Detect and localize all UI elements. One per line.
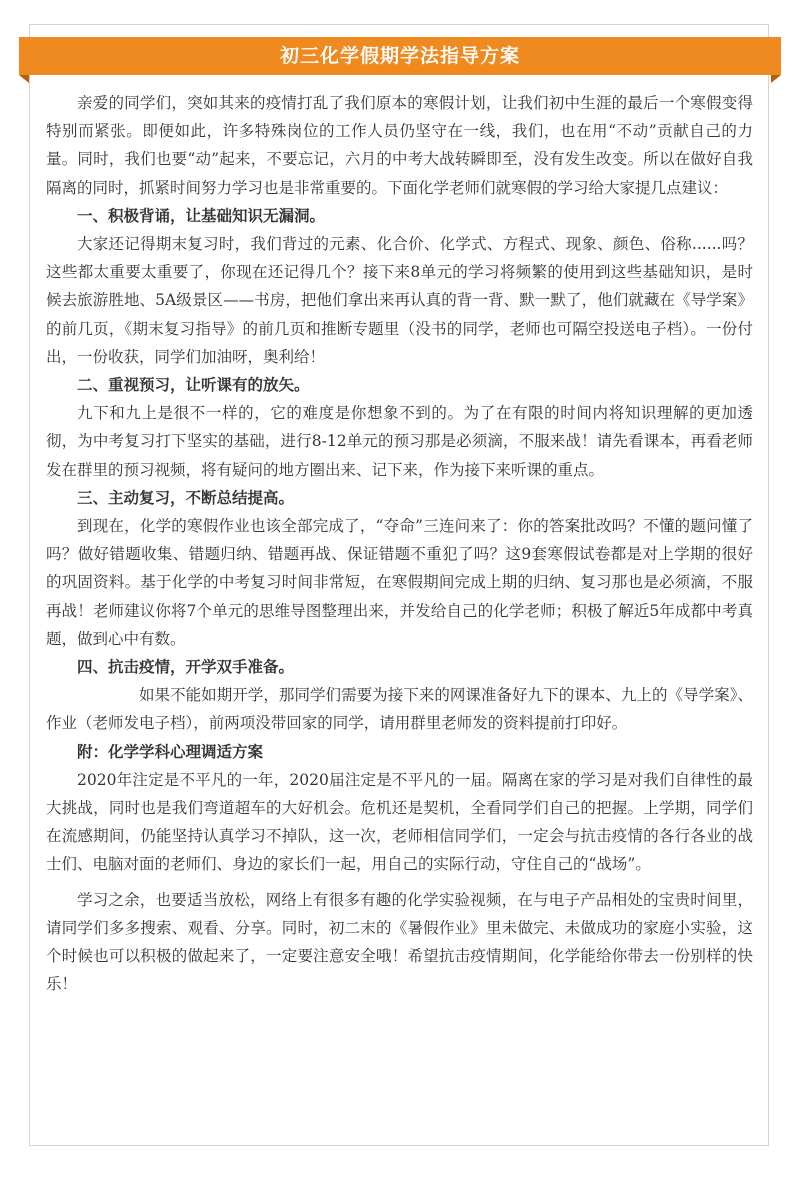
section-heading-4: 四、抗击疫情，开学双手准备。 [77,657,295,677]
section-paragraph-4: 如果不能如期开学，那同学们需要为接下来的网课准备好九下的课本、九上的《导学案》、作业（老师发电子档），前两项没带回家的同学，请用群里老师发的资料提前打印好。 [46,686,753,733]
section-paragraph-2: 九下和九上是很不一样的，它的难度是你想象不到的。为了在有限的时间内将知识理解的更加透彻，为中考复习打下坚实的基础，进行8-12单元的预习那是必须滴，不服来战！请先看课本，再看老师发在群里的预习视频，将有疑问的地方圈出来、记下来，作为接下来听课的重点。 [46,404,753,479]
banner-fold-right [771,75,781,83]
section-heading-1: 一、积极背诵，让基础知识无漏洞。 [77,205,326,225]
intro-paragraph: 亲爱的同学们，突如其来的疫情打乱了我们原本的寒假计划，让我们初中生涯的最后一个寒假变得特别而紧张。即便如此，许多特殊岗位的工作人员仍坚守在一线，我们，也在用“不动”贡献自己的力量。同时，我们也要“动”起来，不要忘记，六月的中考大战转瞬即至，没有发生改变。所以在做好自我隔离的同时，抓紧时间努力学习也是非常重要的。下面化学老师们就寒假的学习给大家提几点建议： [46,94,753,197]
appendix-heading: 附：化学学科心理调适方案 [77,741,264,761]
article-body [46,89,753,999]
section-paragraph-3: 到现在，化学的寒假作业也该全部完成了，“夺命”三连问来了：你的答案批改吗？不懂的题问懂了吗？做好错题收集、错题归纳、错题再战、保证错题不重犯了吗？这9套寒假试卷都是对上学期的很好的巩固资料。基于化学的中考复习时间非常短，在寒假期间完成上期的归纳、复习那也是必须滴，不服再战！老师建议你将7个单元的思维导图整理出来，并发给自己的化学老师；积极了解近5年成都中考真题，做到心中有数。 [46,517,753,648]
title-banner [19,37,781,75]
section-heading-2: 二、重视预习，让听课有的放矢。 [77,375,310,395]
section-paragraph-1: 大家还记得期末复习时，我们背过的元素、化合价、化学式、方程式、现象、颜色、俗称......吗？这些都太重要太重要了，你现在还记得几个？接下来8单元的学习将频繁的使用到这些基础知识，是时候去旅游胜地、5A级景区——书房，把他们拿出来再认真的背一背、默一默了，他们就藏在《导学案》的前几页，《期末复习指导》的前几页和推断专题里（没书的同学，老师也可隔空投送电子档）。一份付出，一份收获，同学们加油呀，奥利给！ [46,235,753,366]
banner-fold-left [19,75,29,83]
section-heading-3: 三、主动复习，不断总结提高。 [77,487,295,507]
page-title: 初三化学假期学法指导方案 [279,45,520,67]
appendix-paragraph-1: 2020年注定是不平凡的一年，2020届注定是不平凡的一届。隔离在家的学习是对我们自律性的最大挑战，同时也是我们弯道超车的大好机会。危机还是契机，全看同学们自己的把握。上学期，同学们在流感期间，仍能坚持认真学习不掉队，这一次，老师相信同学们，一定会与抗击疫情的各行各业的战士们、电脑对面的老师们、身边的家长们一起，用自己的实际行动，守住自己的“战场”。 [46,770,753,874]
appendix-paragraph-2: 学习之余，也要适当放松，网络上有很多有趣的化学实验视频，在与电子产品相处的宝贵时间里，请同学们多多搜索、观看、分享。同时，初二末的《暑假作业》里未做完、未做成功的家庭小实验，这个时候也可以积极的做起来了，一定要注意安全哦！希望抗击疫情期间，化学能给你带去一份别样的快乐！ [46,890,753,994]
